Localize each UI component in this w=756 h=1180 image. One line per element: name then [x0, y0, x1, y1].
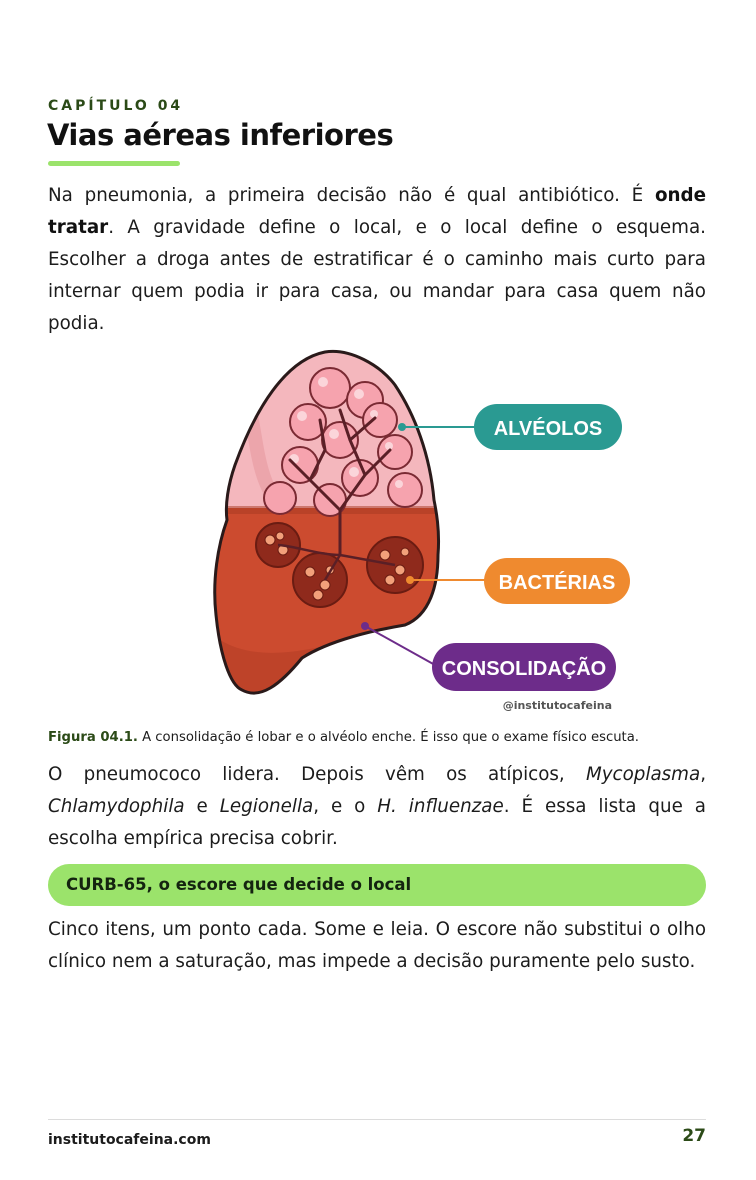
caption-label: Figura 04.1.: [48, 730, 138, 745]
page-number: 27: [682, 1126, 706, 1146]
title-underline: [48, 161, 180, 166]
etiology-text: . É essa lista que a escolha empírica precisa cobrir.: [48, 796, 706, 849]
section-heading: CURB-65, o escore que decide o local: [66, 875, 412, 894]
etiology-text: ,: [700, 764, 706, 785]
etiology-paragraph: [48, 759, 706, 855]
etiology-text: O pneumococo lidera. Depois vêm os atípicos,: [48, 764, 586, 785]
etiology-text: , e o: [313, 796, 378, 817]
intro-paragraph: [48, 180, 706, 340]
intro-text-2: . A gravidade define o local, e o local define o esquema. Escolher a droga antes de estratificar é o caminho mais curto para internar quem podia ir para casa, ou mandar para casa quem não podia.: [48, 217, 706, 334]
section-heading-pill: [48, 864, 706, 906]
page-title: Vias aéreas inferiores: [47, 118, 394, 152]
organism-name: H. influenzae: [377, 796, 504, 817]
label-alveolos: ALVÉOLOS: [493, 418, 603, 440]
figure-caption: [48, 730, 639, 745]
lung-lobe-illustration: [190, 340, 650, 720]
organism-name: Mycoplasma: [585, 764, 701, 785]
caption-text: A consolidação é lobar e o alvéolo enche. É isso que o exame físico escuta.: [137, 730, 639, 745]
curb-paragraph: Cinco itens, um ponto cada. Some e leia. O escore não substitui o olho clínico nem a saturação, mas impede a decisão puramente pelo susto.: [48, 919, 706, 972]
footer-divider: [48, 1119, 706, 1120]
label-consolidacao: CONSOLIDAÇÃO: [441, 658, 607, 680]
label-bacterias: BACTÉRIAS: [498, 572, 616, 594]
intro-text-1: Na pneumonia, a primeira decisão não é qual antibiótico. É: [48, 185, 655, 206]
footer-site: institutocafeina.com: [48, 1132, 211, 1148]
figure-watermark: @institutocafeina: [502, 699, 612, 712]
chapter-kicker: CAPÍTULO 04: [48, 98, 184, 114]
organism-name: Legionella: [219, 796, 314, 817]
organism-name: Chlamydophila: [48, 796, 185, 817]
intro-bold-text: onde tratar: [48, 185, 706, 238]
etiology-text: e: [184, 796, 220, 817]
